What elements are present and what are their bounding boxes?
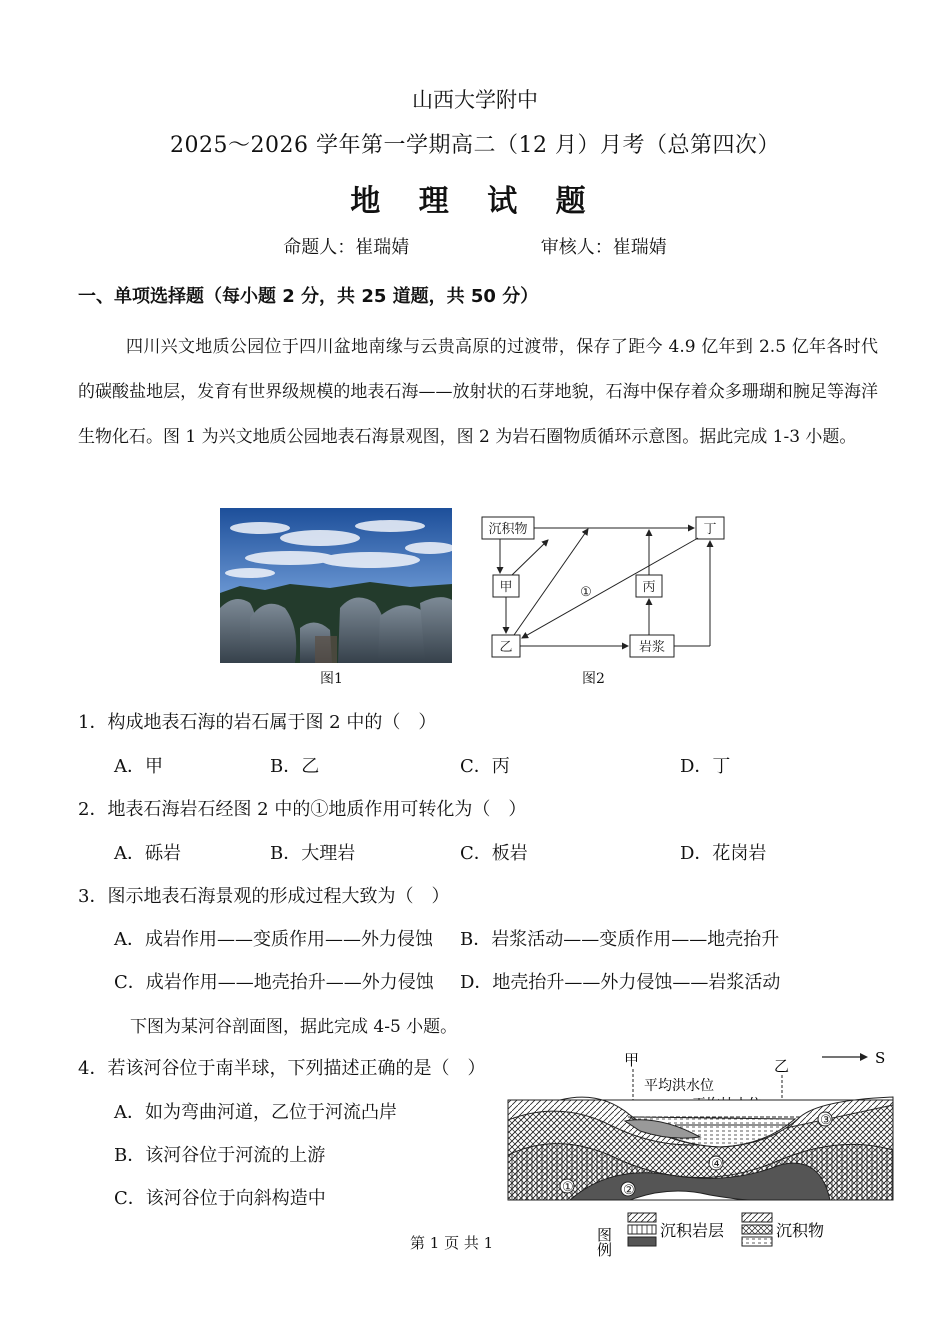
question-3-stem: 3．图示地表石海景观的形成过程大致为（ ） — [78, 886, 450, 907]
marker-2: ② — [623, 1183, 635, 1198]
credits-line — [0, 233, 950, 259]
label-sediment: 沉积物 — [488, 522, 528, 537]
river-valley-diagram — [500, 1045, 900, 1260]
q2-option-a[interactable]: A．砾岩 — [114, 843, 181, 864]
q3-option-c[interactable]: C．成岩作用——地壳抬升——外力侵蚀 — [114, 972, 434, 993]
q3-option-a[interactable]: A．成岩作用——变质作用——外力侵蚀 — [114, 929, 433, 950]
section-title: 一、单项选择题（每小题 2 分，共 25 道题，共 50 分） — [78, 286, 539, 307]
q2-option-b[interactable]: B．大理岩 — [270, 843, 356, 864]
legend-rock-label: 沉积岩层 — [660, 1221, 725, 1240]
q2-option-d[interactable]: D．花岗岩 — [680, 843, 767, 864]
legend-sediment-label: 沉积物 — [776, 1221, 825, 1240]
reviewer-label: 审核人：崔瑞婧 — [540, 237, 667, 258]
question-1-stem: 1．构成地表石海的岩石属于图 2 中的（ ） — [78, 712, 437, 733]
figure-3-river-valley — [500, 1045, 900, 1260]
legend-title: 图例 — [595, 1227, 613, 1257]
marker-1: ① — [562, 1180, 574, 1195]
passage-1 — [78, 325, 878, 460]
q1-option-c[interactable]: C．丙 — [460, 756, 510, 777]
label-ding: 丁 — [703, 522, 717, 537]
q2-option-c[interactable]: C．板岩 — [460, 843, 528, 864]
label-jia: 甲 — [499, 580, 513, 595]
q3-option-d[interactable]: D．地壳抬升——外力侵蚀——岩浆活动 — [460, 972, 781, 993]
q1-option-b[interactable]: B．乙 — [270, 756, 320, 777]
rock-cycle-diagram — [478, 510, 728, 662]
label-yi: 乙 — [774, 1057, 790, 1075]
figure-1-caption: 图1 — [320, 671, 343, 687]
subject-title: 地 理 试 题 — [350, 184, 600, 219]
label-yi: 乙 — [499, 640, 513, 655]
q4-option-c[interactable]: C．该河谷位于向斜构造中 — [114, 1188, 326, 1209]
q1-option-d[interactable]: D．丁 — [680, 756, 731, 777]
exam-title: 2025～2026 学年第一学期高二（12 月）月考（总第四次） — [170, 133, 780, 158]
school-name: 山西大学附中 — [412, 88, 538, 112]
q3-option-b[interactable]: B．岩浆活动——变质作用——地壳抬升 — [460, 929, 780, 950]
question-4-stem: 4．若该河谷位于南半球，下列描述正确的是（ ） — [78, 1058, 486, 1079]
figure-2-rock-cycle — [478, 510, 728, 662]
q4-option-a[interactable]: A．如为弯曲河道，乙位于河流凸岸 — [114, 1102, 397, 1123]
label-magma: 岩浆 — [638, 640, 666, 655]
page-footer: 第 1 页 共 1 — [410, 1234, 494, 1252]
figure-2-caption: 图2 — [582, 671, 605, 687]
marker-4: ④ — [711, 1157, 723, 1172]
figure-1-photo — [220, 508, 452, 663]
author-label: 命题人：崔瑞婧 — [283, 237, 410, 258]
question-2-stem: 2．地表石海岩石经图 2 中的①地质作用可转化为（ ） — [78, 799, 527, 820]
passage-1-text: 四川兴文地质公园位于四川盆地南缘与云贵高原的过渡带，保存了距今 4.9 亿年到 2.5 亿年各时代的碳酸盐地层，发育有世界级规模的地表石海——放射状的石芽地貌，石海中保存着众多珊瑚和腕足等海洋生物化石。图 1 为兴文地质公园地表石海景观图，图 2 为岩石圈物质循环示意图。据此完成 1-3 小题。 — [78, 337, 878, 447]
marker-3: ③ — [820, 1113, 832, 1128]
passage-2: 下图为某河谷剖面图，据此完成 4-5 小题。 — [130, 1017, 458, 1037]
stone-sea-image — [220, 508, 452, 663]
flood-level-label: 平均洪水位 — [644, 1078, 714, 1094]
direction-label: S — [875, 1049, 886, 1067]
q4-option-b[interactable]: B．该河谷位于河流的上游 — [114, 1145, 326, 1166]
q1-option-a[interactable]: A．甲 — [114, 756, 163, 777]
label-arrow-1: ① — [580, 585, 592, 600]
label-bing: 丙 — [642, 580, 656, 595]
label-jia: 甲 — [624, 1051, 640, 1069]
